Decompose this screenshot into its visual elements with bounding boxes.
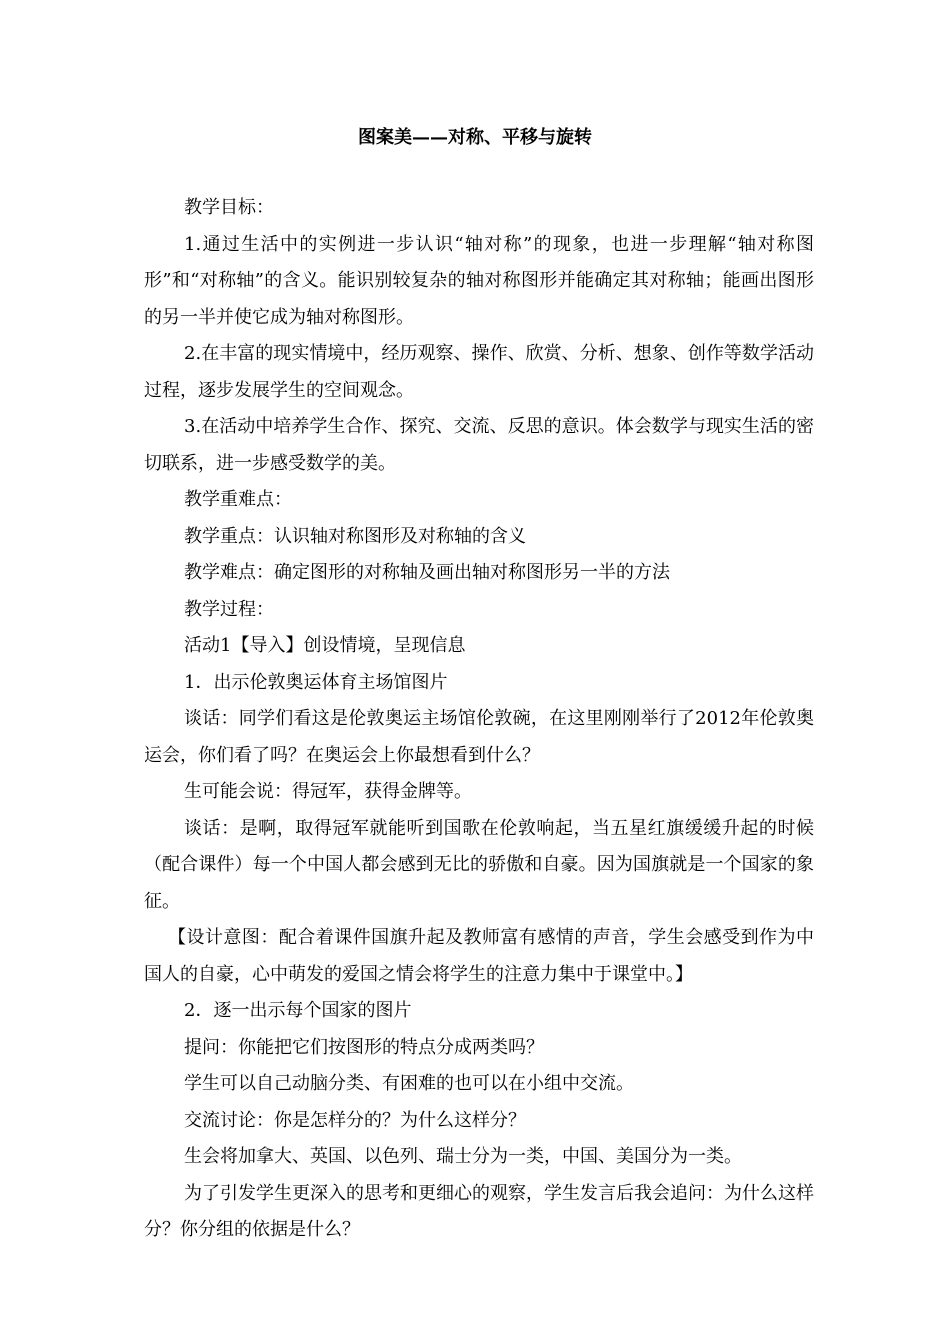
paragraph-step-2: 2．逐一出示每个国家的图片: [184, 1000, 412, 1021]
paragraph-step-1: 1．出示伦敦奥运体育主场馆图片: [184, 671, 448, 693]
paragraph-design-intent: 【设计意图：配合着课件国旗升起及教师富有感情的声音，学生会感受到作为中国人的自豪，心中萌发的爱国之情会将学生的注意力集中于课堂中。】: [144, 927, 814, 985]
paragraph-difficulty: 教学难点：确定图形的对称轴及画出轴对称图形另一半的方法: [184, 562, 670, 583]
document-title: 图案美——对称、平移与旋转: [358, 127, 592, 148]
paragraph-talk-1: 谈话：同学们看这是伦敦奥运主场馆伦敦碗，在这里刚刚举行了2012年伦敦奥运会，你们看了吗？在奥运会上你最想看到什么？: [144, 708, 814, 766]
paragraph-objectives-heading: 教学目标：: [184, 197, 274, 218]
paragraph-student-groups: 生会将加拿大、英国、以色列、瑞士分为一类，中国、美国分为一类。: [184, 1146, 742, 1167]
paragraph-key-points-heading: 教学重难点：: [184, 489, 292, 510]
paragraph-key-point: 教学重点：认识轴对称图形及对称轴的含义: [184, 525, 526, 547]
paragraph-objective-3: 3.在活动中培养学生合作、探究、交流、反思的意识。体会数学与现实生活的密切联系，进一步感受数学的美。: [144, 416, 814, 474]
paragraph-follow-up: 为了引发学生更深入的思考和更细心的观察，学生发言后我会追问：为什么这样分？你分组的依据是什么？: [144, 1182, 814, 1240]
paragraph-talk-2: 谈话：是啊，取得冠军就能听到国歌在伦敦响起，当五星红旗缓缓升起的时候（配合课件）每一个中国人都会感到无比的骄傲和自豪。因为国旗就是一个国家的象征。: [144, 817, 814, 912]
paragraph-student-answer: 生可能会说：得冠军，获得金牌等。: [184, 781, 472, 802]
paragraph-objective-1: 1.通过生活中的实例进一步认识“轴对称”的现象，也进一步理解“轴对称图形”和“对称轴”的含义。能识别较复杂的轴对称图形并能确定其对称轴；能画出图形的另一半并使它成为轴对称图形。: [144, 233, 814, 328]
document-body: [144, 190, 814, 1249]
paragraph-objective-2: 2.在丰富的现实情境中，经历观察、操作、欣赏、分析、想象、创作等数学活动过程，逐步发展学生的空间观念。: [144, 343, 814, 401]
paragraph-question: 提问：你能把它们按图形的特点分成两类吗？: [184, 1036, 544, 1058]
paragraph-activity-1: 活动1【导入】创设情境，呈现信息: [184, 635, 466, 656]
paragraph-discussion: 交流讨论：你是怎样分的？为什么这样分？: [184, 1109, 526, 1131]
paragraph-student-classify: 学生可以自己动脑分类、有困难的也可以在小组中交流。: [184, 1073, 634, 1094]
paragraph-process-heading: 教学过程：: [184, 598, 274, 620]
